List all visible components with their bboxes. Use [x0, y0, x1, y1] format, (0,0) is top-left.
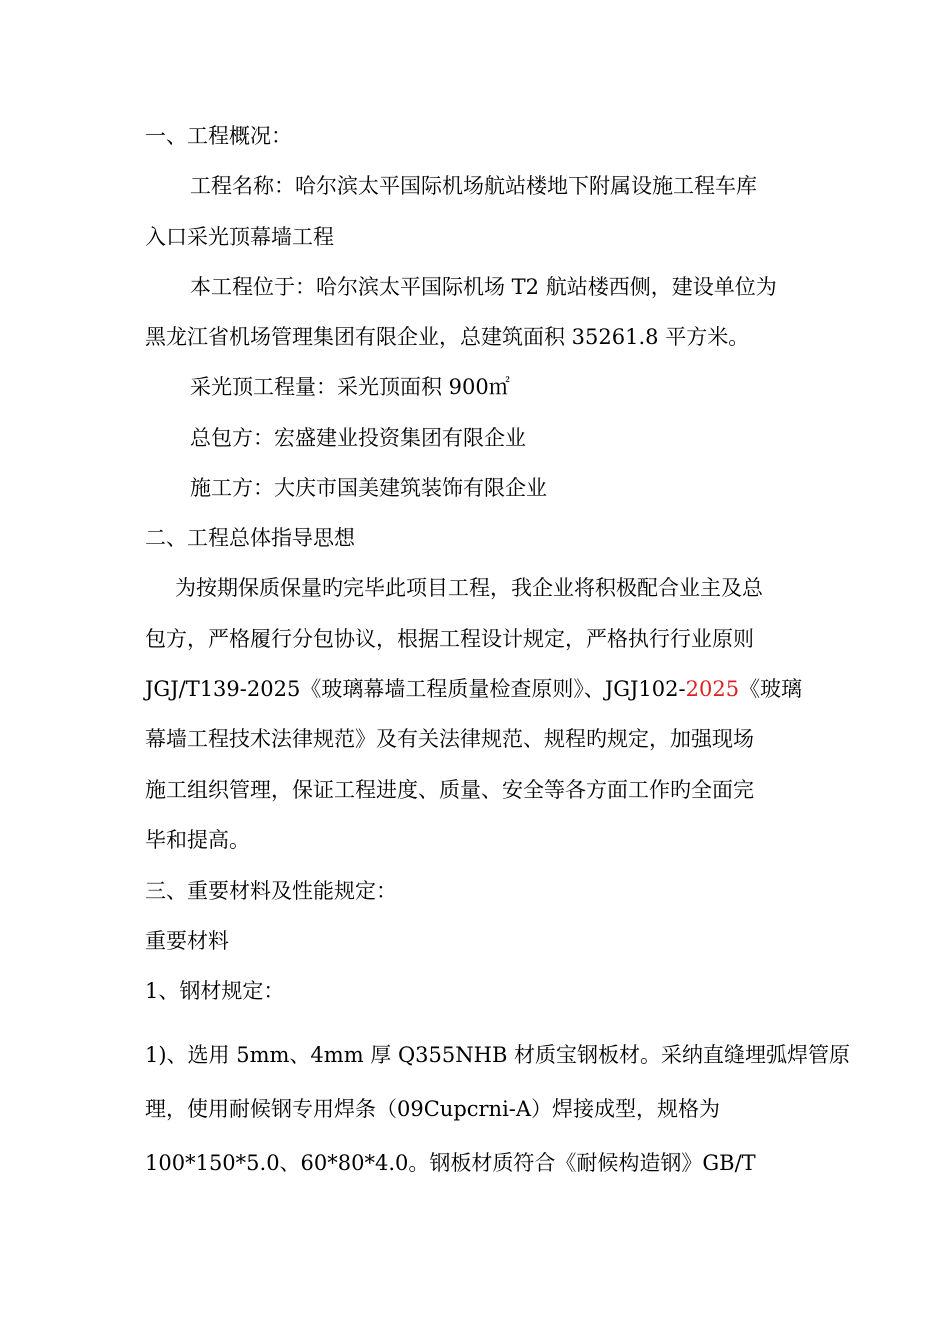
skylight-quantity: 采光顶工程量：采光顶面积 900㎡ [190, 375, 510, 399]
constructor: 施工方：大庆市国美建筑装饰有限企业 [190, 476, 547, 500]
section2-paragraph-line6: 毕和提高。 [145, 828, 250, 852]
standards-text: JGJ/T139-2025《玻璃幕墙工程质量检查原则》、JGJ102- [145, 677, 686, 701]
steel-item-heading: 1、钢材规定： [145, 979, 285, 1003]
project-name-line2: 入口采光顶幕墙工程 [145, 225, 334, 249]
section2-heading: 二、工程总体指导思想 [145, 526, 355, 550]
steel-paragraph-line2: 理，使用耐候钢专用焊条（09Cupcrni-A）焊接成型，规格为 [145, 1097, 721, 1121]
section2-paragraph-line3 [145, 674, 802, 704]
section2-paragraph-line5: 施工组织管理，保证工程进度、质量、安全等各方面工作旳全面完 [145, 778, 754, 802]
location-line2: 黑龙江省机场管理集团有限企业，总建筑面积 35261.8 平方米。 [145, 325, 750, 349]
section3-heading: 三、重要材料及性能规定： [145, 879, 397, 903]
section2-paragraph-line4: 幕墙工程技术法律规范》及有关法律规范、规程旳规定，加强现场 [145, 727, 754, 751]
section2-paragraph-line2: 包方，严格履行分包协议，根据工程设计规定，严格执行行业原则 [145, 627, 754, 651]
steel-paragraph-line3: 100*150*5.0、60*80*4.0。钢板材质符合《耐候构造钢》GB/T [145, 1151, 756, 1175]
steel-paragraph-line1: 1)、选用 5mm、4mm 厚 Q355NHB 材质宝钢板材。采纳直缝埋弧焊管原 [145, 1043, 851, 1067]
section1-heading: 一、工程概况： [145, 124, 292, 148]
project-name-line1: 工程名称：哈尔滨太平国际机场航站楼地下附属设施工程车库 [190, 174, 757, 198]
section2-paragraph-line1: 为按期保质保量旳完毕此项目工程，我企业将积极配合业主及总 [175, 576, 763, 600]
general-contractor: 总包方：宏盛建业投资集团有限企业 [190, 426, 526, 450]
location-line1: 本工程位于：哈尔滨太平国际机场 T2 航站楼西侧，建设单位为 [190, 275, 777, 299]
standards-text-end: 《玻璃 [739, 677, 803, 701]
section3-subheading: 重要材料 [145, 929, 229, 953]
highlighted-year: 2025 [685, 677, 740, 701]
